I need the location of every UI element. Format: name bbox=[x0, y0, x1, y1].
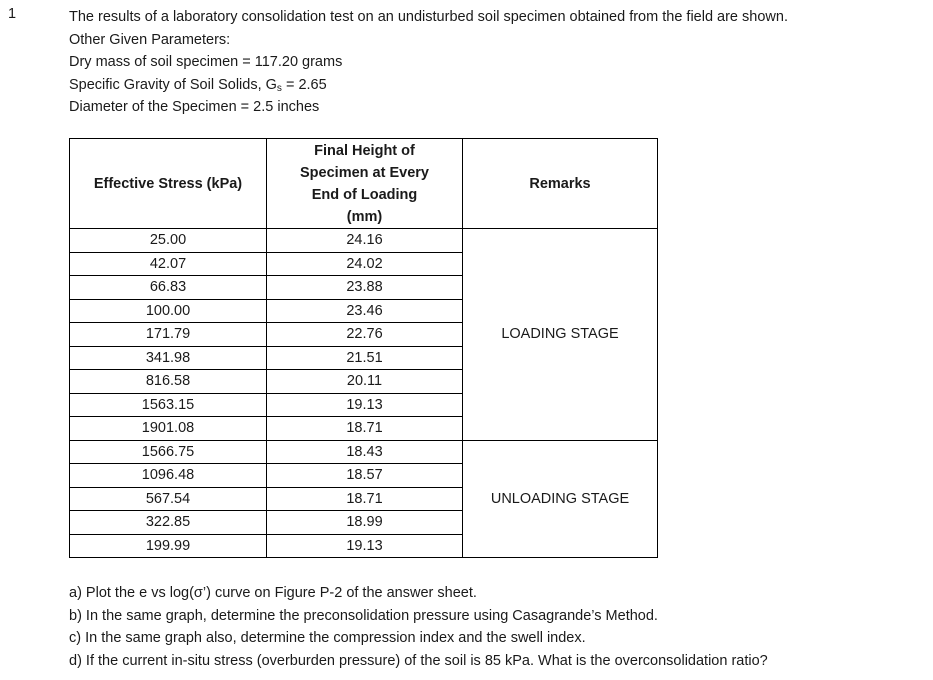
given-parameters-heading: Other Given Parameters: bbox=[69, 31, 231, 48]
stress-cell: 1563.15 bbox=[70, 393, 267, 417]
stress-cell: 66.83 bbox=[70, 276, 267, 300]
specific-gravity-subscript: s bbox=[276, 82, 282, 94]
question-b: b) In the same graph, determine the preconsolidation pressure using Casagrande’s Method. bbox=[69, 607, 658, 624]
stress-cell: 1096.48 bbox=[70, 464, 267, 488]
height-cell: 21.51 bbox=[267, 346, 463, 370]
problem-statement bbox=[69, 6, 788, 119]
consolidation-data-table bbox=[69, 138, 658, 558]
question-number: 1 bbox=[8, 6, 17, 22]
specific-gravity-line bbox=[69, 74, 788, 97]
height-cell: 18.71 bbox=[267, 487, 463, 511]
stress-cell: 1901.08 bbox=[70, 417, 267, 441]
height-cell: 23.88 bbox=[267, 276, 463, 300]
stress-cell: 567.54 bbox=[70, 487, 267, 511]
table-row bbox=[70, 440, 658, 464]
height-cell: 18.57 bbox=[267, 464, 463, 488]
stress-cell: 816.58 bbox=[70, 370, 267, 394]
table-header-row bbox=[70, 139, 658, 229]
height-cell: 18.43 bbox=[267, 440, 463, 464]
height-cell: 24.16 bbox=[267, 229, 463, 253]
stress-cell: 341.98 bbox=[70, 346, 267, 370]
header-effective-stress: Effective Stress (kPa) bbox=[70, 139, 267, 229]
stress-cell: 100.00 bbox=[70, 299, 267, 323]
stress-cell: 25.00 bbox=[70, 229, 267, 253]
header-remarks: Remarks bbox=[463, 139, 658, 229]
specific-gravity-value: = 2.65 bbox=[281, 76, 327, 93]
stress-cell: 42.07 bbox=[70, 252, 267, 276]
stress-cell: 1566.75 bbox=[70, 440, 267, 464]
intro-line: The results of a laboratory consolidation test on an undisturbed soil specimen obtained from the field are shown. bbox=[69, 9, 788, 25]
height-cell: 19.13 bbox=[267, 534, 463, 558]
header-final-height-line: (mm) bbox=[346, 208, 383, 225]
stress-cell: 171.79 bbox=[70, 323, 267, 347]
question-list bbox=[69, 582, 768, 672]
specific-gravity-label: Specific Gravity of Soil Solids, G bbox=[69, 76, 277, 93]
loading-stage-remark: LOADING STAGE bbox=[463, 229, 658, 441]
height-cell: 22.76 bbox=[267, 323, 463, 347]
height-cell: 19.13 bbox=[267, 393, 463, 417]
height-cell: 20.11 bbox=[267, 370, 463, 394]
unloading-stage-remark: UNLOADING STAGE bbox=[463, 440, 658, 558]
question-d: d) If the current in-situ stress (overburden pressure) of the soil is 85 kPa. What is the overconsolidation ratio? bbox=[69, 652, 768, 669]
height-cell: 24.02 bbox=[267, 252, 463, 276]
height-cell: 23.46 bbox=[267, 299, 463, 323]
header-final-height-line: Final Height of bbox=[314, 142, 415, 159]
table-row bbox=[70, 229, 658, 253]
header-final-height-line: Specimen at Every bbox=[300, 164, 429, 181]
stress-cell: 322.85 bbox=[70, 511, 267, 535]
diameter-line: Diameter of the Specimen = 2.5 inches bbox=[69, 99, 320, 115]
header-final-height-line: End of Loading bbox=[311, 186, 418, 203]
height-cell: 18.71 bbox=[267, 417, 463, 441]
question-a: a) Plot the e vs log(σ’) curve on Figure P-2 of the answer sheet. bbox=[69, 585, 477, 601]
header-final-height bbox=[267, 139, 463, 229]
height-cell: 18.99 bbox=[267, 511, 463, 535]
dry-mass-line: Dry mass of soil specimen = 117.20 grams bbox=[69, 54, 343, 70]
question-c: c) In the same graph also, determine the compression index and the swell index. bbox=[69, 630, 586, 646]
stress-cell: 199.99 bbox=[70, 534, 267, 558]
